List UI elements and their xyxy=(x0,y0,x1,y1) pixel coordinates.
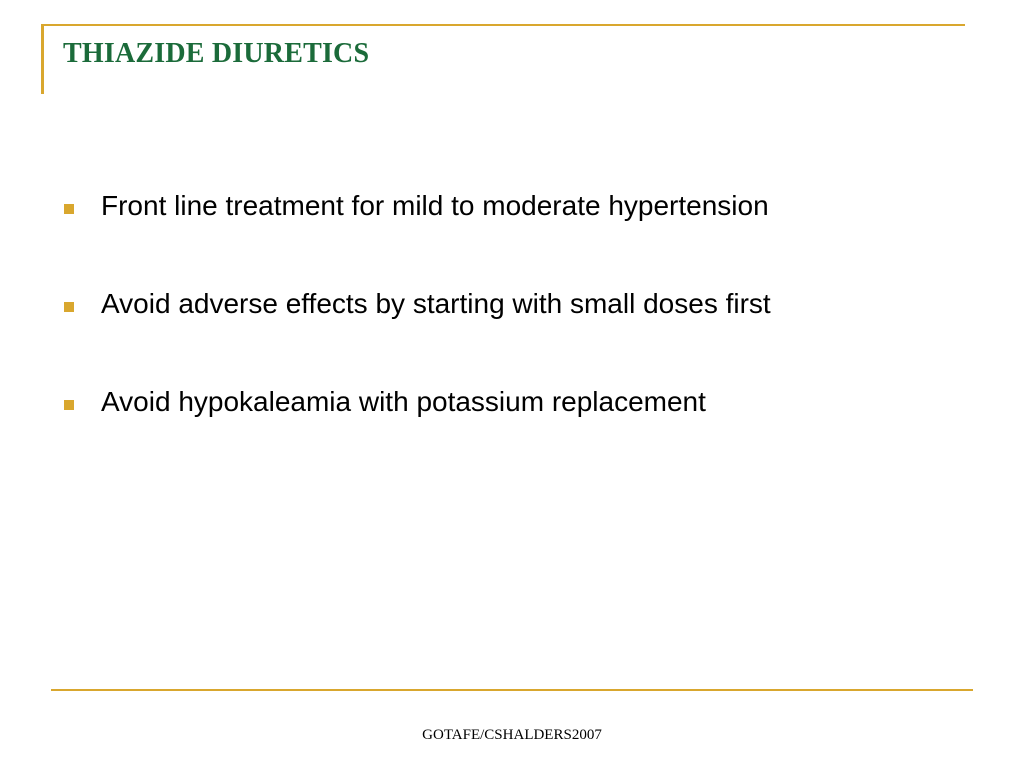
slide-title: THIAZIDE DIURETICS xyxy=(63,38,370,69)
top-accent-line xyxy=(41,24,965,26)
bullet-item xyxy=(64,382,771,480)
square-bullet-icon xyxy=(64,204,74,214)
bottom-accent-line xyxy=(51,689,973,691)
square-bullet-icon xyxy=(64,400,74,410)
bullet-list xyxy=(64,186,771,480)
bullet-item xyxy=(64,284,771,382)
slide-footer xyxy=(0,727,1024,744)
bullet-text: Avoid adverse effects by starting with small doses first xyxy=(101,288,771,319)
bullet-item xyxy=(64,186,771,284)
bullet-text: Front line treatment for mild to moderate hypertension xyxy=(101,190,769,221)
bullet-text: Avoid hypokaleamia with potassium replacement xyxy=(101,386,706,417)
square-bullet-icon xyxy=(64,302,74,312)
footer-text: GOTAFE/CSHALDERS2007 xyxy=(422,727,602,743)
left-accent-line xyxy=(41,25,44,94)
